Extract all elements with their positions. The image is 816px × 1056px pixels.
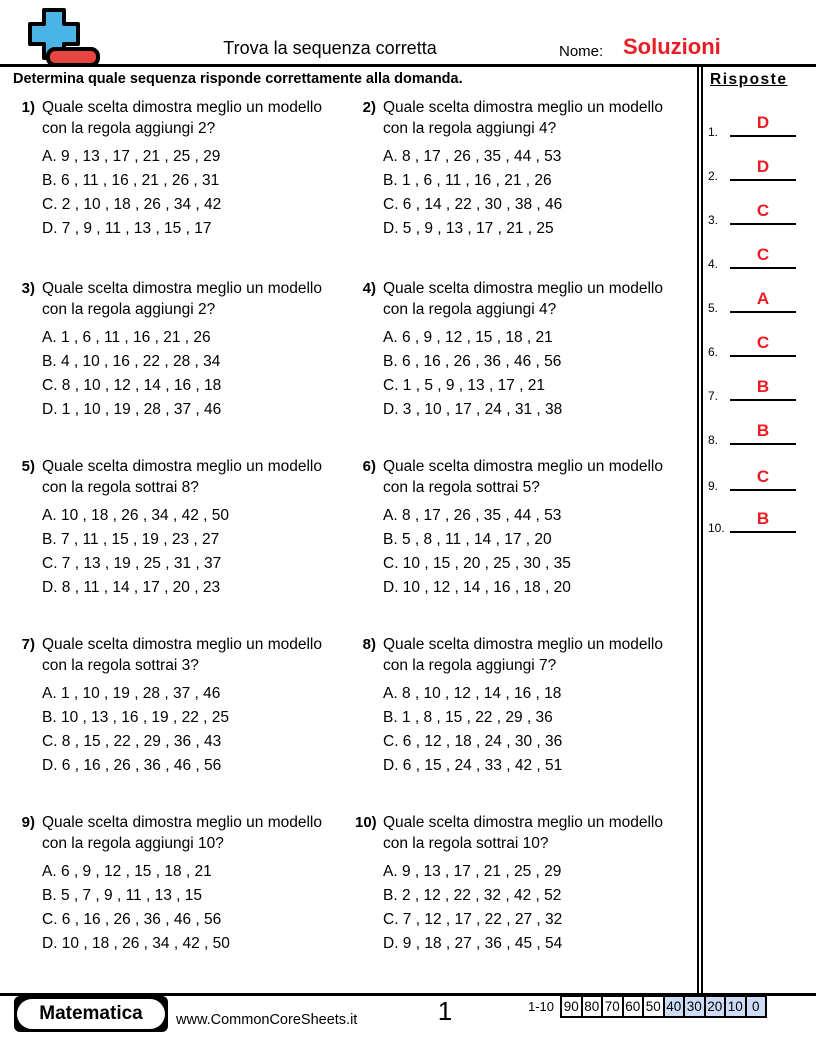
choice-b: B. 10 , 13 , 16 , 19 , 22 , 25 [42, 709, 229, 726]
answer-number: 6. [708, 345, 719, 359]
brand-badge [14, 996, 168, 1032]
answer-number: 5. [708, 301, 719, 315]
answer-number: 3. [708, 213, 719, 227]
score-range-label: 1-10 [528, 999, 555, 1014]
answer-number: 2. [708, 169, 719, 183]
question-number: 5) [21, 458, 35, 475]
choice-d: D. 6 , 16 , 26 , 36 , 46 , 56 [42, 757, 222, 774]
choice-d: D. 9 , 18 , 27 , 36 , 45 , 54 [383, 935, 563, 952]
answer-value: A [756, 289, 770, 308]
answer-row-2 [704, 148, 796, 184]
plus-minus-logo-icon [12, 6, 104, 73]
question-6 [355, 456, 691, 600]
name-label: Nome: [559, 43, 604, 60]
choice-b: B. 6 , 11 , 16 , 21 , 26 , 31 [42, 172, 220, 189]
choice-d: D. 1 , 10 , 19 , 28 , 37 , 46 [42, 401, 222, 418]
answer-value: C [756, 467, 770, 486]
name-value: Soluzioni [623, 34, 721, 59]
choice-a: A. 8 , 17 , 26 , 35 , 44 , 53 [383, 148, 562, 165]
choice-b: B. 1 , 8 , 15 , 22 , 29 , 36 [383, 709, 553, 726]
question-7 [14, 634, 350, 778]
choice-c: C. 6 , 16 , 26 , 36 , 46 , 56 [42, 911, 222, 928]
choice-a: A. 6 , 9 , 12 , 15 , 18 , 21 [42, 863, 212, 880]
choice-a: A. 10 , 18 , 26 , 34 , 42 , 50 [42, 507, 229, 524]
choice-a: A. 8 , 10 , 12 , 14 , 16 , 18 [383, 685, 562, 702]
choice-c: C. 7 , 13 , 19 , 25 , 31 , 37 [42, 555, 222, 572]
answer-row-1 [704, 104, 796, 140]
choice-c: C. 8 , 15 , 22 , 29 , 36 , 43 [42, 733, 222, 750]
answer-blank-line [730, 267, 796, 269]
question-text: con la regola aggiungi 10? [42, 835, 224, 852]
question-number: 7) [21, 636, 35, 653]
answer-value: D [756, 113, 770, 132]
choice-a: A. 1 , 6 , 11 , 16 , 21 , 26 [42, 329, 211, 346]
question-9 [14, 812, 350, 956]
answer-blank-line [730, 531, 796, 533]
choice-a: A. 6 , 9 , 12 , 15 , 18 , 21 [383, 329, 553, 346]
brand-label: Matematica [17, 999, 165, 1029]
question-5 [14, 456, 350, 600]
answer-row-5 [704, 280, 796, 316]
choices-list [383, 682, 663, 778]
answer-value: C [756, 245, 770, 264]
question-3 [14, 278, 350, 422]
answers-title: Risposte [710, 71, 788, 88]
choices-list [42, 504, 322, 600]
answer-row-3 [704, 192, 796, 228]
question-2 [355, 97, 691, 241]
score-cell: 20 [704, 995, 727, 1018]
answer-blank-line [730, 399, 796, 401]
question-text: con la regola sottrai 5? [383, 479, 540, 496]
answer-number: 1. [708, 125, 719, 139]
question-number: 8) [362, 636, 376, 653]
question-text: con la regola aggiungi 4? [383, 301, 557, 318]
answer-number: 9. [708, 479, 719, 493]
answer-row-8 [704, 412, 796, 448]
answer-row-10 [704, 500, 796, 536]
choice-d: D. 8 , 11 , 14 , 17 , 20 , 23 [42, 579, 221, 596]
choice-a: A. 8 , 17 , 26 , 35 , 44 , 53 [383, 507, 562, 524]
question-text: con la regola sottrai 8? [42, 479, 199, 496]
question-10 [355, 812, 691, 956]
page-number: 1 [437, 996, 453, 1026]
choice-c: C. 6 , 14 , 22 , 30 , 38 , 46 [383, 196, 563, 213]
choice-d: D. 3 , 10 , 17 , 24 , 31 , 38 [383, 401, 563, 418]
answer-blank-line [730, 223, 796, 225]
choice-b: B. 5 , 8 , 11 , 14 , 17 , 20 [383, 531, 552, 548]
question-text: Quale scelta dimostra meglio un modello [383, 280, 663, 297]
score-cell: 50 [642, 995, 665, 1018]
question-number: 10) [355, 814, 377, 831]
choices-list [383, 504, 663, 600]
choices-list [42, 860, 322, 956]
choices-list [383, 145, 663, 241]
answer-row-9 [704, 458, 796, 494]
answer-value: D [756, 157, 770, 176]
question-text: con la regola aggiungi 7? [383, 657, 557, 674]
choice-a: A. 9 , 13 , 17 , 21 , 25 , 29 [383, 863, 562, 880]
choice-c: C. 10 , 15 , 20 , 25 , 30 , 35 [383, 555, 571, 572]
score-cell: 60 [622, 995, 645, 1018]
choice-c: C. 7 , 12 , 17 , 22 , 27 , 32 [383, 911, 563, 928]
question-text: Quale scelta dimostra meglio un modello [42, 636, 322, 653]
question-8 [355, 634, 691, 778]
choice-b: B. 4 , 10 , 16 , 22 , 28 , 34 [42, 353, 221, 370]
answer-blank-line [730, 489, 796, 491]
question-number: 9) [21, 814, 35, 831]
choice-b: B. 7 , 11 , 15 , 19 , 23 , 27 [42, 531, 220, 548]
question-number: 2) [362, 99, 376, 116]
question-text: con la regola sottrai 10? [383, 835, 549, 852]
instruction-text: Determina quale sequenza risponde correttamente alla domanda. [13, 71, 463, 87]
answer-value: B [756, 509, 770, 528]
score-cell: 0 [745, 995, 768, 1018]
choice-d: D. 7 , 9 , 11 , 13 , 15 , 17 [42, 220, 212, 237]
answer-number: 8. [708, 433, 719, 447]
answer-blank-line [730, 135, 796, 137]
page-title: Trova la sequenza corretta [223, 38, 437, 58]
choice-a: A. 1 , 10 , 19 , 28 , 37 , 46 [42, 685, 221, 702]
question-text: con la regola aggiungi 2? [42, 301, 216, 318]
question-number: 6) [362, 458, 376, 475]
choices-list [383, 326, 663, 422]
question-number: 1) [21, 99, 35, 116]
answer-row-4 [704, 236, 796, 272]
score-cell: 90 [560, 995, 583, 1018]
choice-d: D. 6 , 15 , 24 , 33 , 42 , 51 [383, 757, 563, 774]
choice-d: D. 10 , 18 , 26 , 34 , 42 , 50 [42, 935, 230, 952]
answer-value: C [756, 333, 770, 352]
question-text: Quale scelta dimostra meglio un modello [383, 814, 663, 831]
answer-value: B [756, 421, 770, 440]
question-text: Quale scelta dimostra meglio un modello [383, 99, 663, 116]
question-text: Quale scelta dimostra meglio un modello [383, 458, 663, 475]
score-cell: 30 [683, 995, 706, 1018]
question-4 [355, 278, 691, 422]
question-1 [14, 97, 350, 241]
answer-blank-line [730, 311, 796, 313]
answer-blank-line [730, 355, 796, 357]
score-cell: 40 [663, 995, 686, 1018]
answer-row-6 [704, 324, 796, 360]
answers-divider [697, 67, 703, 993]
question-number: 3) [21, 280, 35, 297]
choices-list [42, 145, 322, 241]
choice-d: D. 5 , 9 , 13 , 17 , 21 , 25 [383, 220, 554, 237]
choice-c: C. 6 , 12 , 18 , 24 , 30 , 36 [383, 733, 563, 750]
choice-b: B. 5 , 7 , 9 , 11 , 13 , 15 [42, 887, 202, 904]
answer-value: C [756, 201, 770, 220]
choice-b: B. 6 , 16 , 26 , 36 , 46 , 56 [383, 353, 562, 370]
answer-row-7 [704, 368, 796, 404]
choices-list [42, 682, 322, 778]
question-text: Quale scelta dimostra meglio un modello [42, 814, 322, 831]
choice-b: B. 1 , 6 , 11 , 16 , 21 , 26 [383, 172, 552, 189]
question-text: con la regola aggiungi 2? [42, 120, 216, 137]
choice-a: A. 9 , 13 , 17 , 21 , 25 , 29 [42, 148, 221, 165]
answer-blank-line [730, 443, 796, 445]
answer-value: B [756, 377, 770, 396]
website-link: www.CommonCoreSheets.it [176, 1012, 358, 1028]
header-rule [0, 64, 816, 67]
score-cell: 70 [601, 995, 624, 1018]
score-table [528, 995, 767, 1018]
question-text: Quale scelta dimostra meglio un modello [42, 280, 322, 297]
score-cell: 10 [724, 995, 747, 1018]
choices-list [383, 860, 663, 956]
answer-number: 4. [708, 257, 719, 271]
score-cell: 80 [581, 995, 604, 1018]
choice-c: C. 2 , 10 , 18 , 26 , 34 , 42 [42, 196, 222, 213]
question-text: Quale scelta dimostra meglio un modello [383, 636, 663, 653]
answer-blank-line [730, 179, 796, 181]
answer-number: 10. [708, 521, 725, 535]
question-number: 4) [362, 280, 376, 297]
answer-number: 7. [708, 389, 719, 403]
choice-b: B. 2 , 12 , 22 , 32 , 42 , 52 [383, 887, 562, 904]
choices-list [42, 326, 322, 422]
question-text: con la regola aggiungi 4? [383, 120, 557, 137]
question-text: Quale scelta dimostra meglio un modello [42, 99, 322, 116]
choice-d: D. 10 , 12 , 14 , 16 , 18 , 20 [383, 579, 571, 596]
question-text: con la regola sottrai 3? [42, 657, 199, 674]
question-text: Quale scelta dimostra meglio un modello [42, 458, 322, 475]
choice-c: C. 1 , 5 , 9 , 13 , 17 , 21 [383, 377, 545, 394]
choice-c: C. 8 , 10 , 12 , 14 , 16 , 18 [42, 377, 222, 394]
